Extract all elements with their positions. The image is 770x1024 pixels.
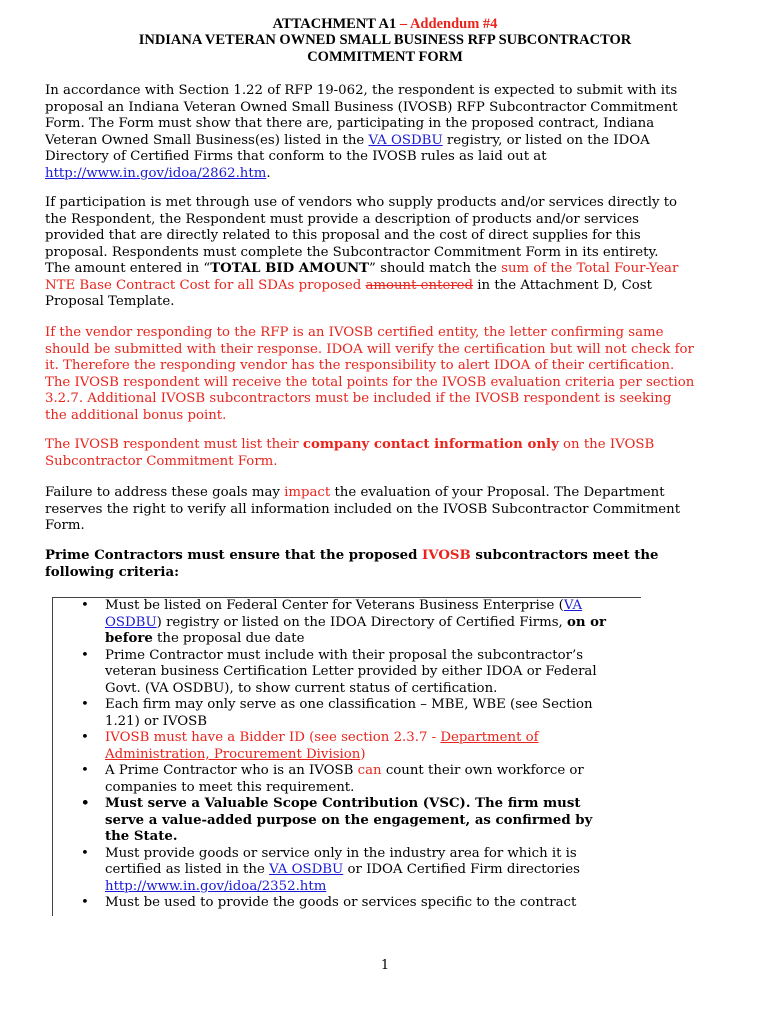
- criteria-item: [45, 763, 645, 796]
- failure-paragraph: [45, 485, 725, 535]
- certified-entity-paragraph: [45, 325, 725, 424]
- revision-text: can: [357, 763, 382, 778]
- text-line: [105, 763, 645, 780]
- text-line: proposal an Indiana Veteran Owned Small Business (IVOSB) RFP Subcontractor Commitment: [45, 99, 678, 115]
- emphasis-text: before: [105, 631, 153, 646]
- bullet-icon: •: [81, 697, 89, 712]
- attachment-title: [0, 16, 770, 33]
- bullet-icon: •: [81, 730, 89, 745]
- text-line: companies to meet this requirement.: [105, 779, 355, 795]
- revision-text: NTE Base Contract Cost for all SDAs proposed: [45, 277, 366, 293]
- text-line: [45, 261, 725, 278]
- criteria-item: [45, 730, 645, 763]
- deleted-text: amount entered: [365, 277, 474, 293]
- text-segment: the proposal due date: [152, 631, 305, 646]
- text-line: 3.2.7. Additional IVOSB subcontractors must be included if the IVOSB respondent is seeking: [45, 391, 672, 406]
- va-osdbu-link[interactable]: OSDBU: [105, 614, 157, 630]
- text-line: [45, 548, 725, 565]
- page-number: 1: [380, 958, 390, 973]
- text-line: should be submitted with their response. IDOA will verify the certification but will not check for: [45, 341, 694, 357]
- text-segment: subcontractors meet the: [470, 548, 659, 563]
- text-line: reserves the right to verify all information included on the IVOSB Subcontractor Commitment: [45, 501, 681, 517]
- intro-paragraph: [45, 83, 725, 182]
- bullet-icon: •: [81, 845, 89, 861]
- idoa-2862-link[interactable]: http://www.in.gov/idoa/2862.htm: [45, 165, 267, 181]
- text-line: The IVOSB respondent will receive the total points for the IVOSB evaluation criteria per section: [45, 374, 695, 390]
- va-osdbu-link[interactable]: VA OSDBU: [269, 862, 344, 877]
- bullet-icon: •: [81, 895, 89, 910]
- text-segment: count their own workforce or: [381, 763, 584, 778]
- text-line: [105, 747, 645, 764]
- text-segment: in the Attachment D, Cost: [473, 277, 652, 293]
- text-line: the Respondent, the Respondent must provide a description of products and/or services: [45, 211, 639, 227]
- criteria-heading: [45, 548, 725, 581]
- text-line: it. Therefore the responding vendor has the responsibility to alert IDOA of their certification.: [45, 358, 675, 373]
- text-line: Subcontractor Commitment Form.: [45, 453, 278, 469]
- idoa-procurement-link[interactable]: Administration, Procurement Division: [105, 746, 361, 762]
- contact-info-paragraph: [45, 437, 725, 470]
- emphasis-text: on or: [567, 614, 607, 630]
- text-line: Must provide goods or service only in the industry area for which it is: [105, 845, 577, 861]
- total-bid-amount-label: TOTAL BID AMOUNT: [210, 261, 370, 276]
- criteria-list: [45, 598, 645, 912]
- text-line: veteran business Certification Letter provided by either IDOA or Federal: [105, 664, 597, 679]
- text-line: [45, 166, 725, 183]
- text-line: [105, 631, 645, 648]
- text-line: [105, 862, 645, 879]
- idoa-2352-link[interactable]: http://www.in.gov/idoa/2352.htm: [105, 878, 327, 894]
- text-line: Directory of Certified Firms that conform to the IVOSB rules as laid out at: [45, 149, 547, 164]
- text-line: [45, 278, 725, 295]
- text-segment: Veteran Owned Small Business(es) listed in the: [45, 132, 369, 148]
- revision-text: sum of the Total Four-Year: [501, 261, 679, 276]
- va-osdbu-link[interactable]: VA OSDBU: [368, 132, 443, 148]
- bullet-icon: •: [81, 763, 89, 778]
- text-line: [45, 437, 725, 454]
- text-line: [105, 879, 645, 896]
- bullet-icon: •: [81, 598, 89, 613]
- text-line: 1.21) or IVOSB: [105, 713, 208, 729]
- text-line: Form. The Form must show that there are, participating in the proposed contract, Indiana: [45, 116, 655, 131]
- form-title-line-1: INDIANA VETERAN OWNED SMALL BUSINESS RFP SUBCONTRACTOR: [138, 32, 632, 48]
- text-line: proposal. Respondents must complete the Subcontractor Commitment Form in its entirety.: [45, 244, 659, 260]
- text-segment: or IDOA Certified Firm directories: [343, 862, 580, 877]
- criteria-item: [45, 846, 645, 896]
- form-title-line-2: COMMITMENT FORM: [307, 49, 463, 65]
- idoa-procurement-link[interactable]: Department of: [440, 730, 539, 745]
- criteria-item: [45, 697, 645, 730]
- text-segment: certified as listed in the: [105, 862, 270, 877]
- text-line: Form.: [45, 518, 85, 533]
- text-line: provided that are directly related to this proposal and the cost of direct supplies for this: [45, 228, 641, 243]
- criteria-item: [45, 648, 645, 698]
- text-segment: on the IVOSB: [558, 437, 655, 452]
- criteria-item: [45, 796, 645, 846]
- text-segment: IVOSB must have a Bidder ID (see section 2.3.7 -: [105, 730, 441, 745]
- text-line: [105, 598, 645, 615]
- text-segment: A Prime Contractor who is an IVOSB: [105, 763, 358, 778]
- text-line: If the vendor responding to the RFP is an IVOSB certified entity, the letter confirming same: [45, 325, 664, 340]
- text-segment: ): [360, 746, 366, 762]
- text-line: [45, 133, 725, 150]
- participation-paragraph: [45, 195, 725, 311]
- text-segment: Failure to address these goals may: [45, 485, 285, 500]
- text-line: Proposal Template.: [45, 294, 175, 309]
- text-line: the additional bonus point.: [45, 407, 227, 423]
- text-line: the State.: [105, 829, 178, 844]
- text-line: Each firm may only serve as one classification – MBE, WBE (see Section: [105, 697, 593, 712]
- text-segment: .: [266, 165, 271, 181]
- addendum-label: – Addendum #4: [396, 16, 498, 32]
- text-line: Govt. (VA OSDBU), to show current status of certification.: [105, 680, 498, 696]
- text-segment: ” should match the: [369, 261, 502, 276]
- bullet-icon: •: [81, 647, 89, 663]
- text-line: Must be used to provide the goods or services specific to the contract: [105, 895, 577, 910]
- text-line: In accordance with Section 1.22 of RFP 19-062, the respondent is expected to submit with its: [45, 83, 678, 98]
- text-segment: Must be listed on Federal Center for Veterans Business Enterprise (: [105, 598, 564, 613]
- text-line: [45, 485, 725, 502]
- text-segment: registry, or listed on the IDOA: [442, 132, 650, 148]
- criteria-item: [45, 598, 645, 648]
- va-osdbu-link[interactable]: VA: [563, 598, 583, 613]
- text-line: [105, 730, 645, 747]
- text-segment: the evaluation of your Proposal. The Department: [330, 485, 665, 500]
- text-segment: ) registry or listed on the IDOA Directory of Certified Firms,: [156, 614, 568, 630]
- text-line: [105, 615, 645, 632]
- text-segment: Prime Contractors must ensure that the proposed: [45, 548, 423, 563]
- text-segment: The IVOSB respondent must list their: [45, 437, 303, 452]
- revision-text: IVOSB: [422, 548, 471, 563]
- bullet-icon: •: [81, 796, 90, 811]
- title-prefix: ATTACHMENT A1: [272, 16, 397, 32]
- criteria-item: [45, 895, 645, 912]
- text-line: following criteria:: [45, 564, 179, 580]
- text-line: If participation is met through use of vendors who supply products and/or services directly to: [45, 195, 678, 210]
- text-segment: The amount entered in “: [45, 261, 211, 276]
- emphasis-text: company contact information only: [302, 437, 559, 452]
- text-line: serve a value-added purpose on the engagement, as confirmed by: [105, 812, 593, 828]
- text-line: Prime Contractor must include with their proposal the subcontractor’s: [105, 647, 584, 663]
- revision-text: impact: [284, 485, 331, 500]
- text-line: Must serve a Valuable Scope Contribution (VSC). The firm must: [105, 796, 581, 811]
